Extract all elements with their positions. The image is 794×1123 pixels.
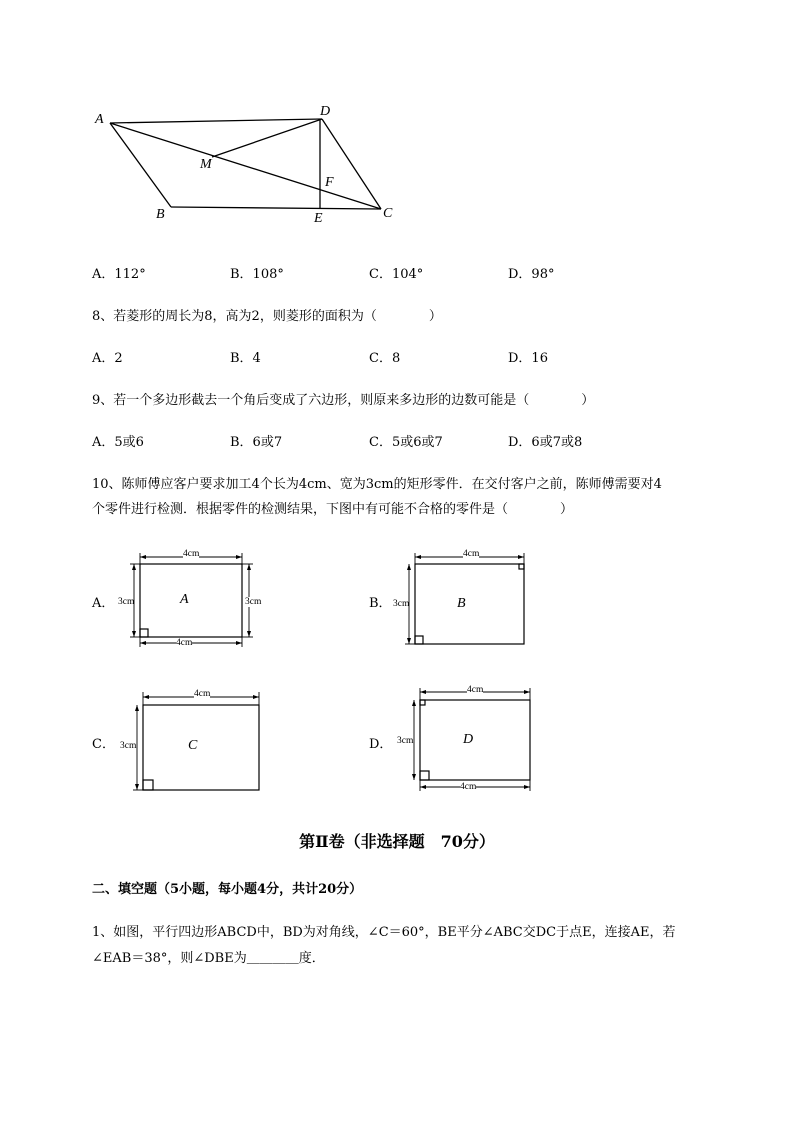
q7-option-b[interactable]: B．108° (230, 267, 284, 282)
q9-option-a[interactable]: A．5或6 (92, 435, 144, 450)
part-d-left-dim: 3cm (397, 736, 414, 746)
fill1-line1: 1、如图，平行四边形ABCD中，BD为对角线，∠C＝60°，BE平分∠ABC交DC于点E，连接AE，若 (92, 925, 676, 940)
part-d-bottom-dim: 4cm (460, 782, 477, 792)
part-b-rect (415, 564, 524, 644)
part2-title: 第Ⅱ卷（非选择题 70分） (299, 832, 495, 851)
q10-option-b-label[interactable]: B． (369, 596, 392, 611)
part-a-top-dim: 4cm (183, 549, 200, 559)
part-c-left-dim: 3cm (120, 741, 137, 751)
part-b-right-angle-top (519, 564, 524, 569)
q10-stem-line1: 10、陈师傅应客户要求加工4个长为4cm、宽为3cm的矩形零件．在交付客户之前，陈师傅需要对4 (92, 477, 662, 492)
segment-dm (212, 119, 322, 157)
q8-option-c[interactable]: C．8 (369, 351, 401, 366)
q10-option-a-label[interactable]: A． (92, 596, 115, 611)
q9-stem: 9、若一个多边形截去一个角后变成了六边形，则原来多边形的边数可能是（ ） (92, 393, 595, 408)
q9-option-d[interactable]: D．6或7或8 (508, 435, 583, 450)
q8-stem: 8、若菱形的周长为8，高为2，则菱形的面积为（ ） (92, 309, 442, 324)
section2-heading: 二、填空题（5小题，每小题4分，共计20分） (92, 882, 363, 897)
point-a-label: A (95, 112, 104, 127)
part-a-left-dim: 3cm (118, 597, 135, 607)
part-d-top-dim: 4cm (467, 685, 484, 695)
q9-option-c[interactable]: C．5或6或7 (369, 435, 443, 450)
q7-option-d[interactable]: D．98° (508, 267, 555, 282)
q8-option-d[interactable]: D．16 (508, 351, 548, 366)
part-c-letter: C (188, 738, 198, 753)
q7-option-c[interactable]: C．104° (369, 267, 424, 282)
q10-stem-line2: 个零件进行检测．根据零件的检测结果，下图中有可能不合格的零件是（ ） (92, 502, 574, 517)
side-dc (322, 119, 381, 209)
side-cb (171, 207, 381, 209)
part-c-rect (143, 705, 259, 790)
part-b-letter: B (457, 596, 466, 611)
part-a-bottom-dim: 4cm (176, 638, 193, 648)
part-b-left-dim: 3cm (393, 599, 410, 609)
q8-option-a[interactable]: A．2 (92, 351, 123, 366)
q10-option-d-label[interactable]: D． (369, 737, 393, 752)
part-a-right-angle (140, 629, 148, 637)
side-ba (110, 123, 171, 207)
part-b-right-angle (415, 636, 423, 644)
part-d-right-angle-top (420, 700, 425, 705)
fill1-line2: ∠EAB＝38°，则∠DBE为＿＿＿＿度． (92, 951, 325, 966)
part-d-rect (420, 700, 530, 780)
point-f-label: F (325, 175, 334, 190)
q10-option-c-label[interactable]: C． (92, 737, 115, 752)
point-e-label: E (314, 211, 323, 226)
q9-option-b[interactable]: B．6或7 (230, 435, 283, 450)
part-a-rect (140, 564, 242, 637)
part-c-top-dim: 4cm (194, 689, 211, 699)
point-c-label: C (383, 206, 393, 221)
diagonal-ac (110, 123, 381, 209)
q7-option-a[interactable]: A．112° (92, 267, 146, 282)
side-ad (110, 119, 322, 123)
point-m-label: M (200, 157, 212, 172)
part-b-top-dim: 4cm (463, 549, 480, 559)
part-d-letter: D (463, 732, 474, 747)
part-c-right-angle (143, 780, 153, 790)
q8-option-b[interactable]: B．4 (230, 351, 261, 366)
point-b-label: B (156, 207, 165, 222)
point-d-label: D (320, 104, 331, 119)
part-a-right-dim: 3cm (245, 597, 262, 607)
part-d-right-angle (420, 771, 429, 780)
part-a-letter: A (180, 592, 189, 607)
